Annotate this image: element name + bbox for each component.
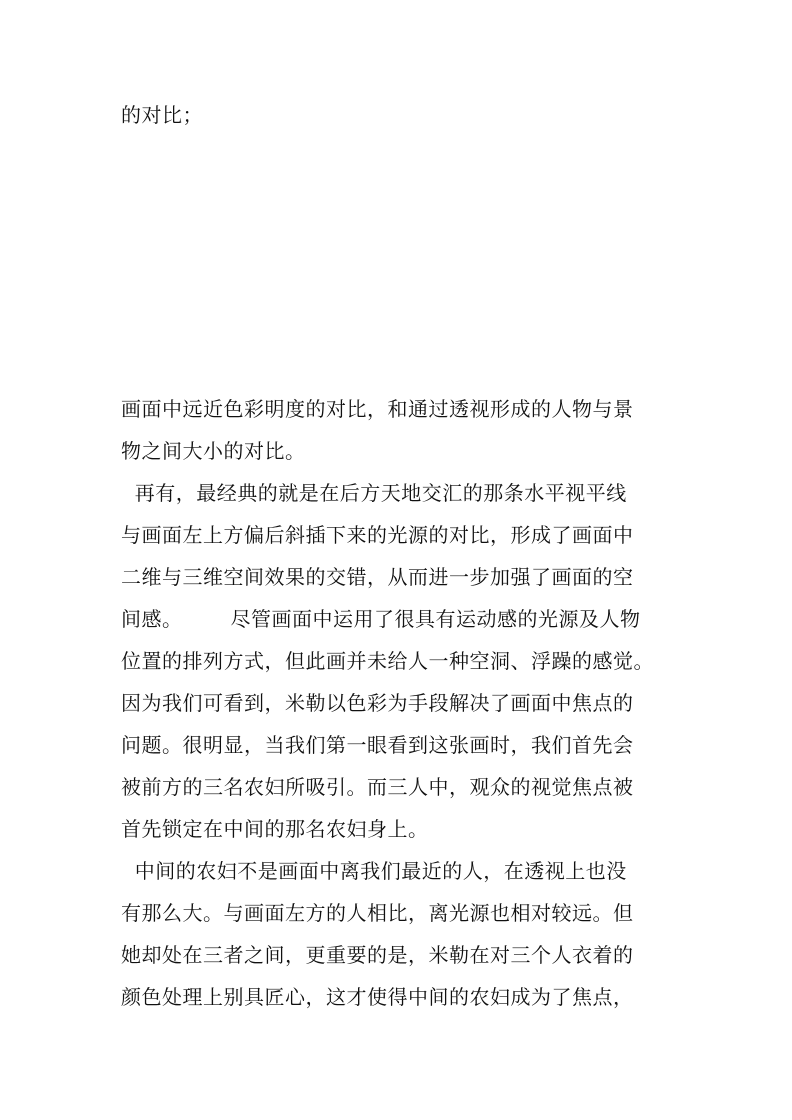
text-line: 间感。 尽管画面中运用了很具有运动感的光源及人物 — [121, 607, 641, 631]
text-line: 首先锁定在中间的那名农妇身上。 — [121, 817, 429, 841]
text-line: 中间的农妇不是画面中离我们最近的人，在透视上也没 — [121, 859, 627, 883]
text-line: 与画面左上方偏后斜插下来的光源的对比，形成了画面中 — [121, 523, 634, 547]
text-line: 颜色处理上别具匠心，这才使得中间的农妇成为了焦点， — [121, 985, 634, 1009]
text-line: 再有，最经典的就是在后方天地交汇的那条水平视平线 — [121, 481, 627, 505]
text-line: 画面中远近色彩明度的对比，和通过透视形成的人物与景 — [121, 397, 634, 421]
text-line: 的对比； — [121, 103, 203, 127]
text-line: 她却处在三者之间，更重要的是，米勒在对三个人衣着的 — [121, 943, 634, 967]
text-line: 被前方的三名农妇所吸引。而三人中，观众的视觉焦点被 — [121, 775, 634, 799]
text-line: 物之间大小的对比。 — [121, 439, 306, 463]
text-line: 位置的排列方式，但此画并未给人一种空洞、浮躁的感觉。 — [121, 649, 654, 673]
text-line: 因为我们可看到，米勒以色彩为手段解决了画面中焦点的 — [121, 691, 634, 715]
text-line: 有那么大。与画面左方的人相比，离光源也相对较远。但 — [121, 901, 634, 925]
text-line: 问题。很明显，当我们第一眼看到这张画时，我们首先会 — [121, 733, 634, 757]
text-line: 二维与三维空间效果的交错，从而进一步加强了画面的空 — [121, 565, 634, 589]
